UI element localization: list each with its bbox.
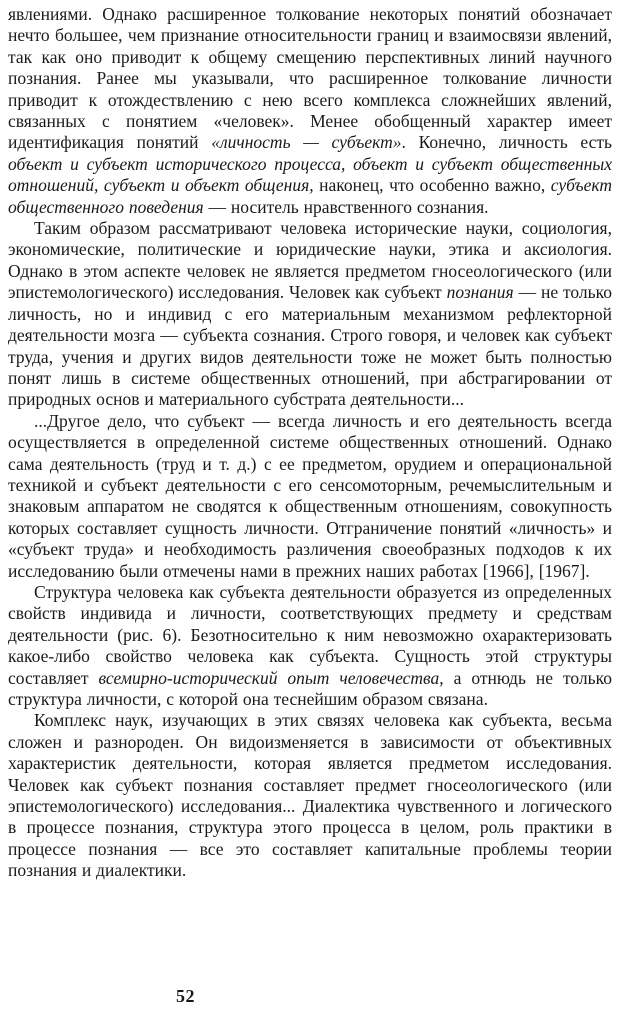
- text-run: а отнюдь не только структура личности, с которой она теснейшим образом связана.: [8, 667, 612, 709]
- text-run: . Конечно, личность есть: [401, 132, 612, 153]
- text-run: Структура человека как субъекта деятельности образуется из определенных свойств индивида и личности, соответствующих предмету и средствам деятельности (рис. 6). Безотносительно к ним невозможно охарактеризовать какое-либо свойство человека как субъекта. Сущность этой структуры составляет: [8, 581, 612, 688]
- paragraph: [8, 710, 612, 881]
- italic-emphasis: всемирно-исторический опыт человечества,: [98, 667, 444, 688]
- italic-emphasis: объект и субъект исторического процесса, объект и субъект общественных отношений, субъект и объект общения,: [8, 153, 612, 196]
- paragraph: [8, 4, 612, 218]
- text-run: явлениями. Однако расширенное толкование некоторых понятий обозначает нечто большее, чем признание относительности границ и взаимосвязи явлений, так как оно приводит к общему смещению перспективных линий научного познания. Ранее мы указывали, что расширенное толкование личности приводит к отождествлению с нею всего комплекса сложнейших явлений, связанных с понятием «человек». Менее обобщенный характер имеет идентификация понятий: [8, 4, 612, 153]
- paragraph: [8, 218, 612, 411]
- body-text: [8, 4, 612, 882]
- text-run: Таким образом рассматривают человека исторические науки, социология, экономические, политические и юридические науки, этика и аксиология. Однако в этом аспекте человек не является предметом гносеологического (или эпистемологического) исследования. Человек как субъект: [8, 218, 612, 303]
- text-run: Комплекс наук, изучающих в этих связях человека как субъекта, весьма сложен и разнороден. Он видоизменяется в зависимости от объективных характеристик деятельности, которая является предметом исследования. Человек как субъект познания составляет предмет гносеологического (или эпистемологического) исследования... Диалектика чувственного и логического в процессе познания, структура этого процесса в целом, роль практики в процессе познания — все это составляет капитальные проблемы теории познания и диалектики.: [8, 710, 612, 881]
- text-run: — носитель нравственного сознания.: [203, 196, 489, 217]
- text-run: — не только личность, но и индивид с его материальным механизмом рефлекторной деятельности мозга — субъекта сознания. Строго говоря, и человек как субъект труда, учения и других видов деятельности тоже не может быть полностью понят лишь в системе общественных отношений, при абстрагировании от природных основ и материального субстрата деятельности...: [8, 282, 612, 410]
- italic-emphasis: субъект общественного поведения: [8, 175, 612, 217]
- text-run: ...Другое дело, что субъект — всегда личность и его деятельность всегда осуществляется в определенной системе общественных отношений. Однако сама деятельность (труд и т. д.) с ее предметом, орудием и операциональной техникой и субъект деятельности с его сенсомоторным, речемыслительным и знаковым аппаратом не сводятся к общественным отношениям, совокупность которых составляет сущность личности. Отграничение понятий «личность» и «субъект труда» и необходимость различения своеобразных подходов к их исследованию были отмечены нами в прежних наших работах [1966], [1967].: [8, 410, 612, 581]
- italic-emphasis: познания: [446, 282, 514, 303]
- page-number: 52: [176, 986, 195, 1006]
- paragraph: [8, 582, 612, 710]
- italic-emphasis: «личность — субъект»: [211, 132, 402, 153]
- paragraph: [8, 411, 612, 582]
- text-run: наконец, что особенно важно,: [313, 175, 551, 196]
